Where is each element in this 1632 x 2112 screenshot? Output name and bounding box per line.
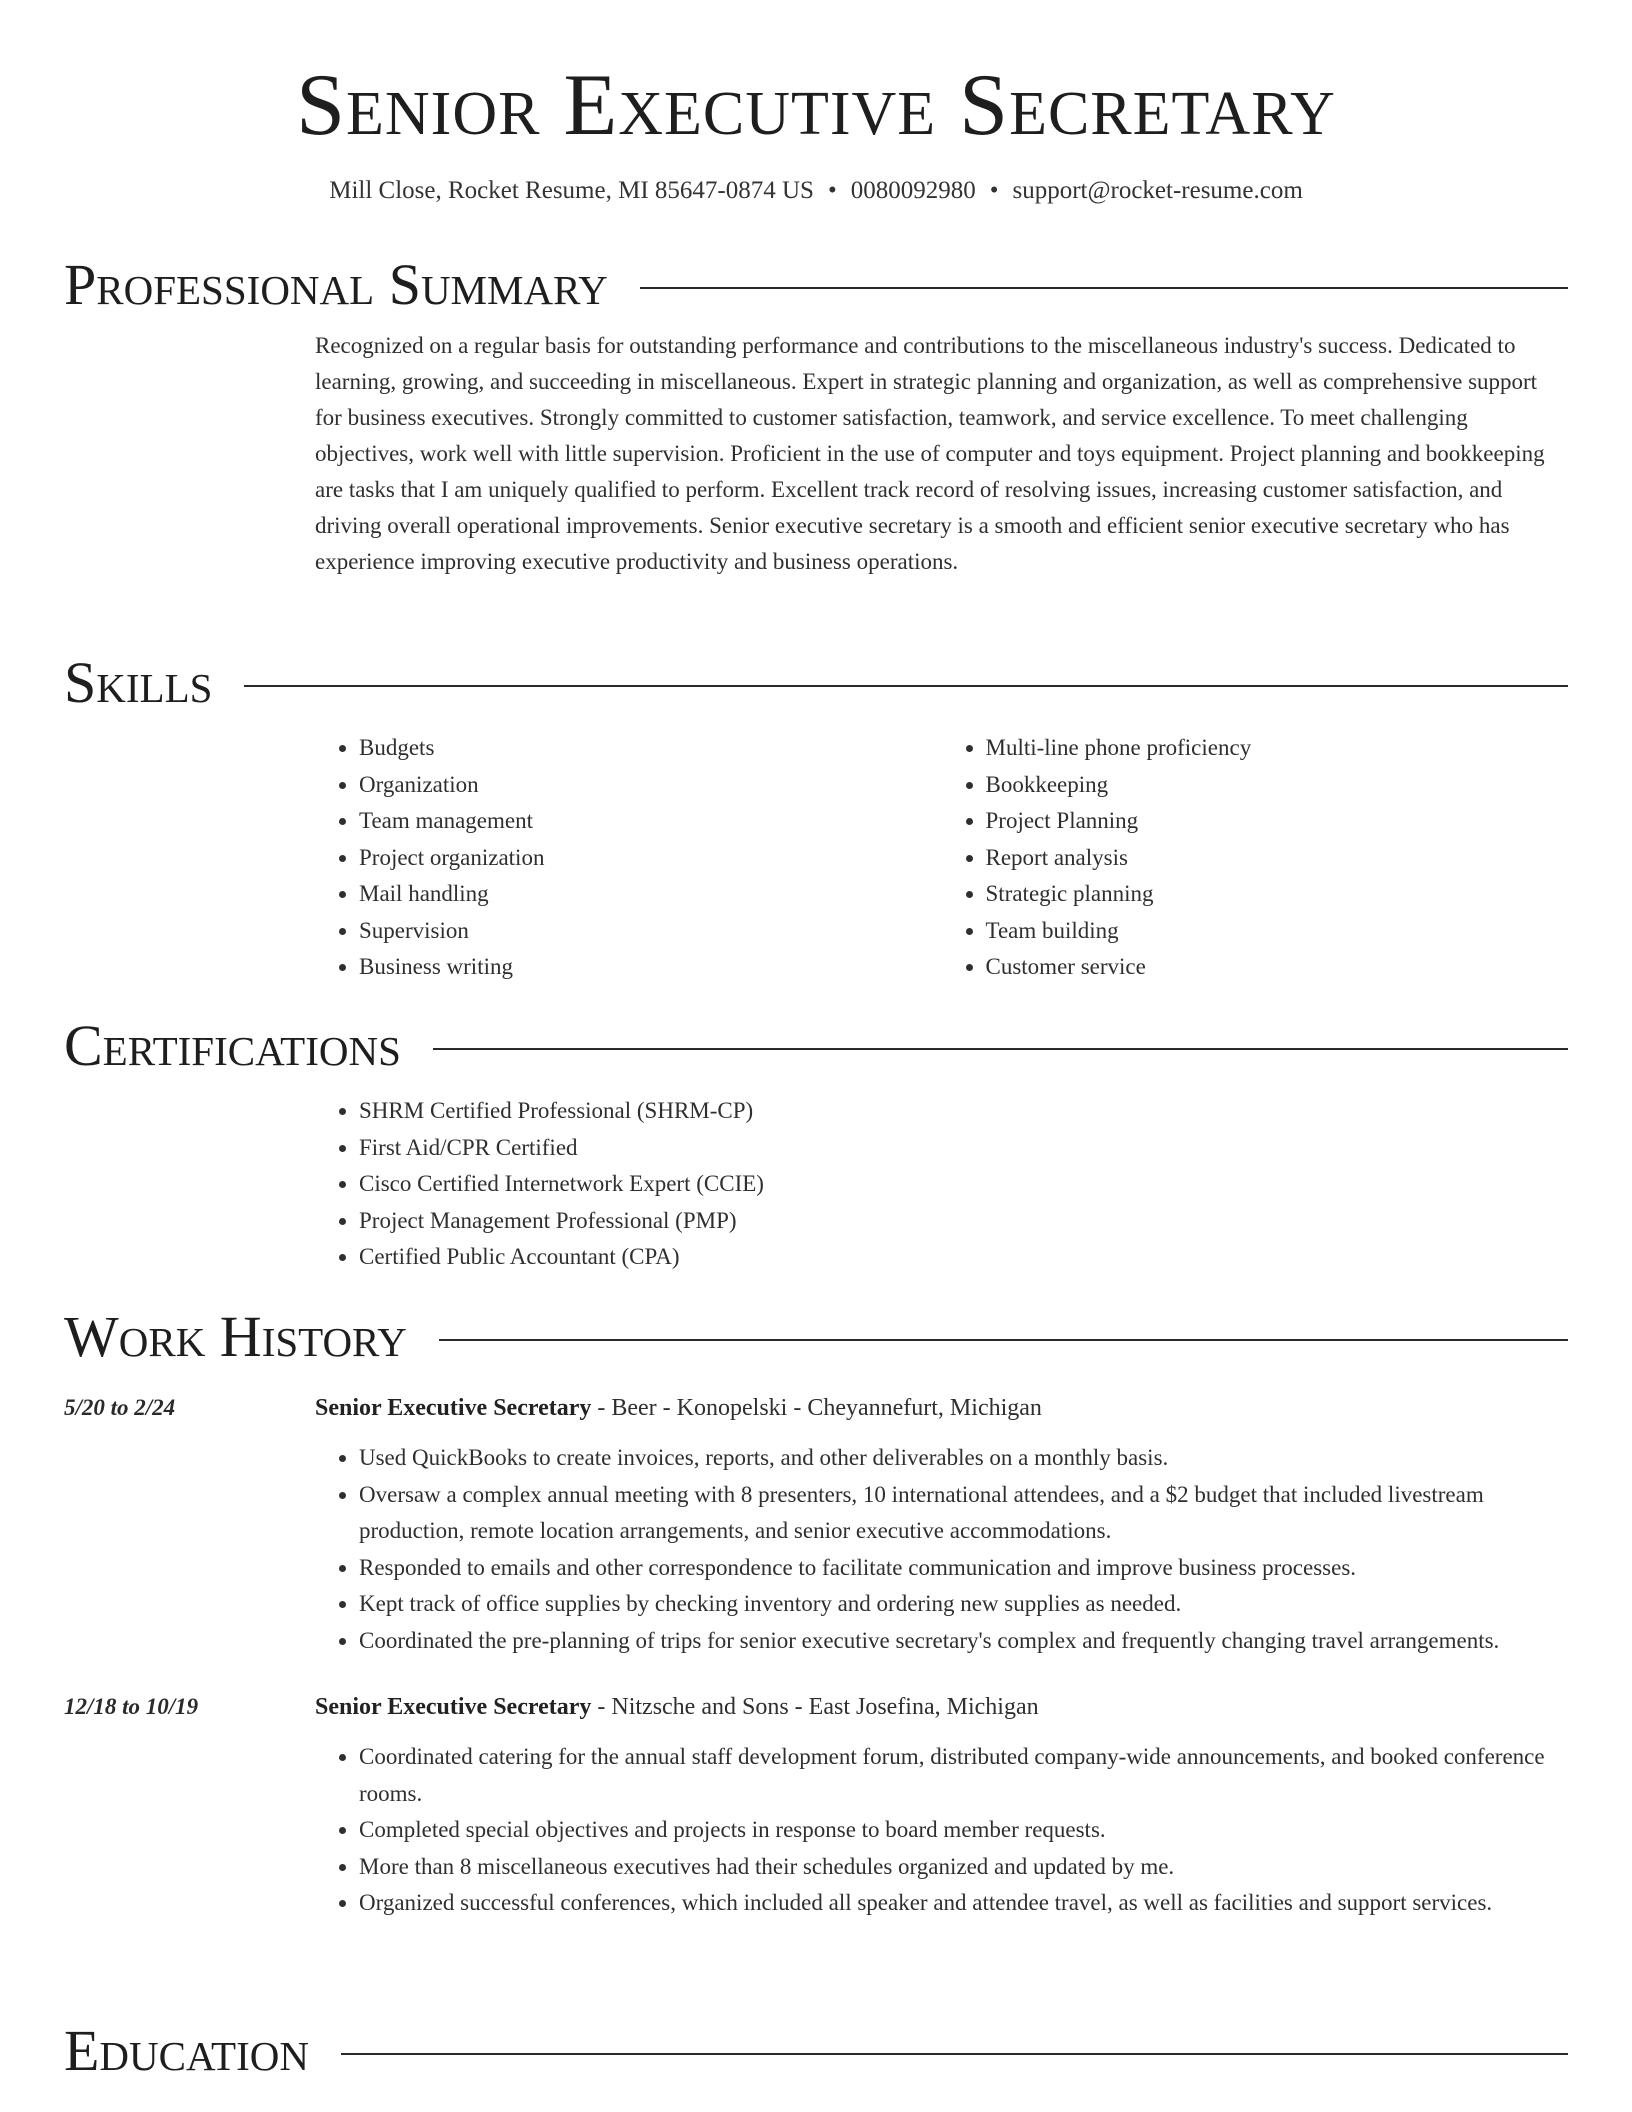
job-entry (64, 1390, 1568, 1659)
section-title-skills: Skills (64, 650, 213, 715)
job-company-location: - Beer - Konopelski - Cheyannefurt, Michigan (591, 1395, 1042, 1421)
certification-item: • Project Management Professional (PMP) (359, 1203, 1568, 1240)
certification-item: • Certified Public Accountant (CPA) (359, 1239, 1568, 1276)
section-header (64, 1302, 1568, 1372)
section-divider (439, 1339, 1568, 1341)
job-heading (315, 1689, 1568, 1725)
job-bullet: • Coordinated catering for the annual staff development forum, distributed company-wide announcements, and booked conference rooms. (359, 1739, 1568, 1812)
skill-item: • Mail handling (359, 876, 942, 913)
skill-item: • Team building (986, 913, 1569, 950)
skills-list-right (942, 730, 1569, 986)
section-divider (433, 1048, 1568, 1050)
certification-item: • SHRM Certified Professional (SHRM-CP) (359, 1093, 1568, 1130)
skill-item: • Customer service (986, 949, 1569, 986)
job-title: Senior Executive Secretary (315, 1694, 592, 1720)
section-divider (244, 685, 1568, 687)
skill-item: • Strategic planning (986, 876, 1569, 913)
job-bullet: • Organized successful conferences, which included all speaker and attendee travel, as well as facilities and support services. (359, 1885, 1568, 1922)
contact-email: support@rocket-resume.com (1012, 177, 1303, 204)
contact-separator: • (827, 177, 837, 204)
job-entry (64, 1689, 1568, 1922)
job-dates: 12/18 to 10/19 (64, 1694, 199, 1719)
skill-item: • Business writing (359, 949, 942, 986)
section-divider (341, 2053, 1568, 2055)
summary-section (64, 250, 1568, 580)
resume-name: Senior Executive Secretary (296, 57, 1336, 154)
skills-section (64, 648, 1568, 986)
work-history-section (64, 1302, 1568, 1922)
certification-item: • First Aid/CPR Certified (359, 1130, 1568, 1167)
section-title-education: Education (64, 2018, 309, 2083)
skill-item: • Supervision (359, 913, 942, 950)
contact-address: Mill Close, Rocket Resume, MI 85647-0874 US (329, 177, 814, 204)
contact-separator: • (989, 177, 999, 204)
job-heading (315, 1390, 1568, 1426)
section-title-work-history: Work History (64, 1304, 407, 1369)
skill-item: • Budgets (359, 730, 942, 767)
job-bullet: • Coordinated the pre-planning of trips for senior executive secretary's complex and frequently changing travel arrangements. (359, 1623, 1568, 1660)
job-bullet: • More than 8 miscellaneous executives had their schedules organized and updated by me. (359, 1849, 1568, 1886)
section-header (64, 250, 1568, 320)
job-bullet: • Responded to emails and other correspondence to facilitate communication and improve business processes. (359, 1550, 1568, 1587)
summary-text: Recognized on a regular basis for outstanding performance and contributions to the miscellaneous industry's success. Dedicated to learning, growing, and succeeding in miscellaneous. Expert in strategic planning and organization, as well as comprehensive support for business executives. Strongly committed to customer satisfaction, teamwork, and service excellence. To meet challenging objectives, work well with little supervision. Proficient in the use of computer and toys equipment. Project planning and bookkeeping are tasks that I am uniquely qualified to perform. Excellent track record of resolving issues, increasing customer satisfaction, and driving overall operational improvements. Senior executive secretary is a smooth and efficient senior executive secretary who has experience improving executive productivity and business operations. (315, 333, 1545, 574)
skills-grid (315, 730, 1568, 986)
skill-item: • Team management (359, 803, 942, 840)
job-title: Senior Executive Secretary (315, 1395, 592, 1421)
job-dates: 5/20 to 2/24 (64, 1395, 176, 1420)
skill-item: • Organization (359, 767, 942, 804)
skill-item: • Project organization (359, 840, 942, 877)
job-bullet: • Completed special objectives and projects in response to board member requests. (359, 1812, 1568, 1849)
job-bullet-list (315, 1739, 1568, 1922)
certifications-section (64, 1011, 1568, 1276)
section-header (64, 2016, 1568, 2086)
section-header (64, 1011, 1568, 1081)
skills-list-left (315, 730, 942, 986)
skill-item: • Report analysis (986, 840, 1569, 877)
certifications-list (315, 1093, 1568, 1276)
section-divider (640, 287, 1568, 289)
job-company-location: - Nitzsche and Sons - East Josefina, Michigan (591, 1694, 1039, 1720)
contact-phone: 0080092980 (850, 177, 976, 204)
certification-item: • Cisco Certified Internetwork Expert (CCIE) (359, 1166, 1568, 1203)
job-bullet-list (315, 1440, 1568, 1659)
section-title-summary: Professional Summary (64, 252, 608, 317)
job-bullet: • Used QuickBooks to create invoices, reports, and other deliverables on a monthly basis. (359, 1440, 1568, 1477)
job-bullet: • Kept track of office supplies by checking inventory and ordering new supplies as needed. (359, 1586, 1568, 1623)
skill-item: • Project Planning (986, 803, 1569, 840)
skill-item: • Bookkeeping (986, 767, 1569, 804)
section-title-certifications: Certifications (64, 1013, 401, 1078)
skill-item: • Multi-line phone proficiency (986, 730, 1569, 767)
section-header (64, 648, 1568, 718)
job-bullet: • Oversaw a complex annual meeting with 8 presenters, 10 international attendees, and a $2 budget that included livestream production, remote location arrangements, and senior executive accommodations. (359, 1477, 1568, 1550)
education-section (64, 2016, 1568, 2086)
contact-line (0, 174, 1632, 208)
